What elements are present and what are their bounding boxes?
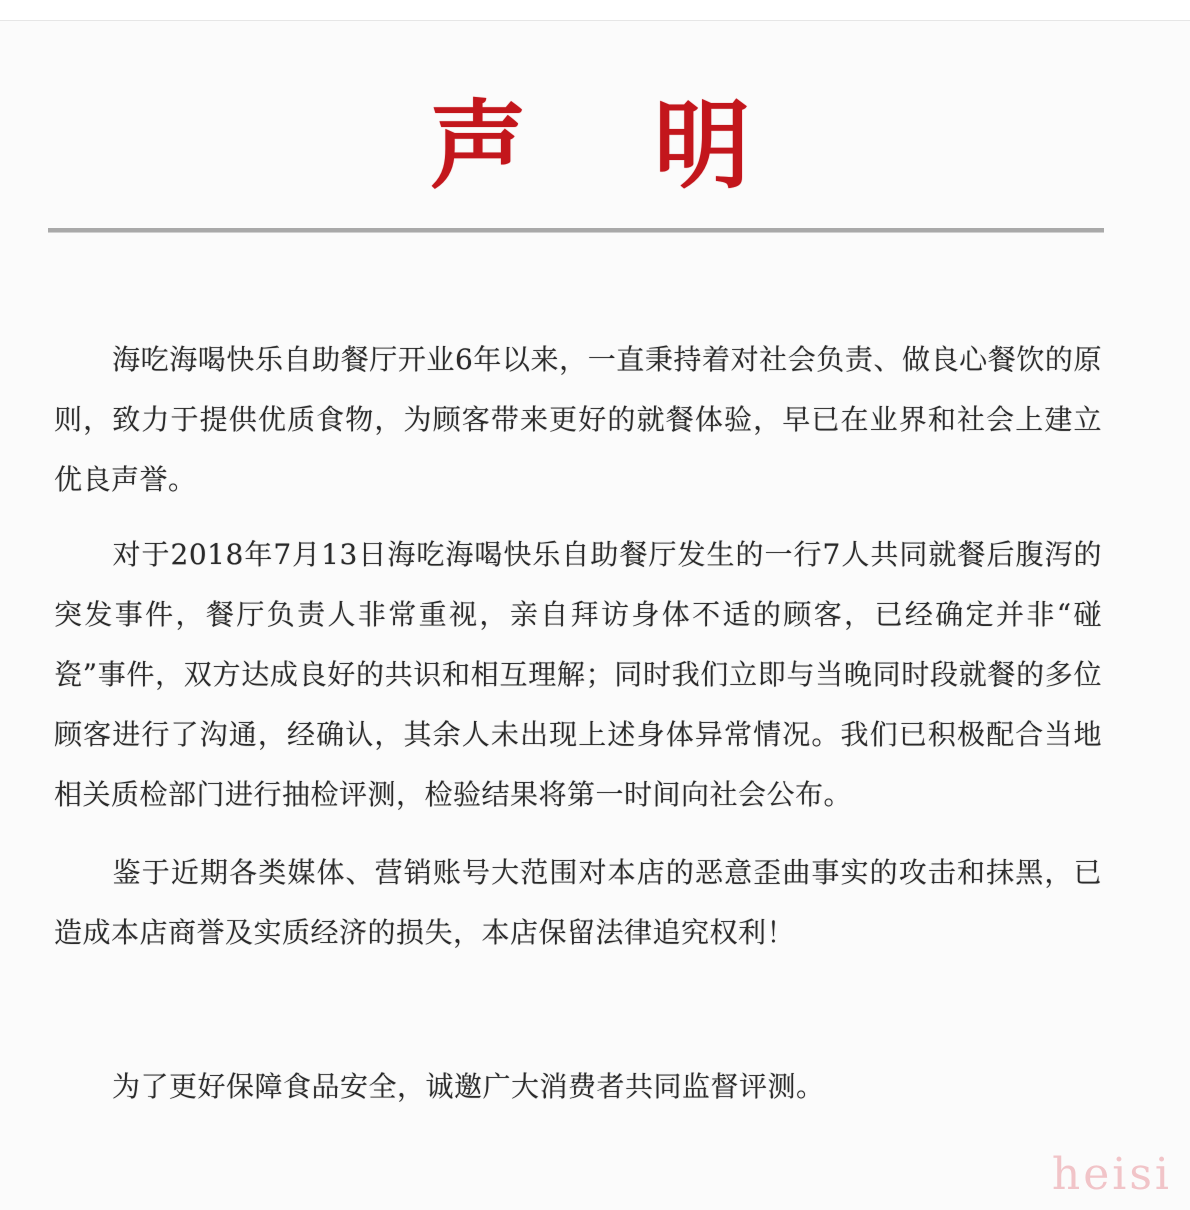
- paragraph-text: 鉴于近期各类媒体、营销账号大范围对本店的恶意歪曲事实的攻击和抹黑，已造成本店商誉及实质经济的损失，本店保留法律追究权利！: [54, 856, 1102, 949]
- paragraph-legal: [54, 843, 1102, 963]
- title-divider: [48, 228, 1104, 233]
- title-char-right: 明: [654, 90, 750, 202]
- paragraph-text: 对于2018年7月13日海吃海喝快乐自助餐厅发生的一行7人共同就餐后腹泻的突发事件，餐厅负责人非常重视，亲自拜访身体不适的顾客，已经确定并非“碰瓷”事件，双方达成良好的共识和相互理解；同时我们立即与当晚同时段就餐的多位顾客进行了沟通，经确认，其余人未出现上述身体异常情况。我们已积极配合当地相关质检部门进行抽检评测，检验结果将第一时间向社会公布。: [54, 538, 1102, 811]
- title-char-left: 声: [430, 90, 526, 202]
- page-top-edge: [0, 0, 1190, 21]
- paragraph-opening: [54, 330, 1102, 510]
- paragraph-text: 为了更好保障食品安全，诚邀广大消费者共同监督评测。: [112, 1070, 825, 1103]
- watermark: heisi: [1051, 1149, 1172, 1200]
- paragraph-text: 海吃海喝快乐自助餐厅开业6年以来，一直秉持着对社会负责、做良心餐饮的原则，致力于提供优质食物，为顾客带来更好的就餐体验，早已在业界和社会上建立优良声誉。: [54, 343, 1102, 496]
- paragraph-incident: [54, 525, 1102, 825]
- statement-title: [430, 86, 750, 206]
- paragraph-invitation: [54, 1057, 1102, 1117]
